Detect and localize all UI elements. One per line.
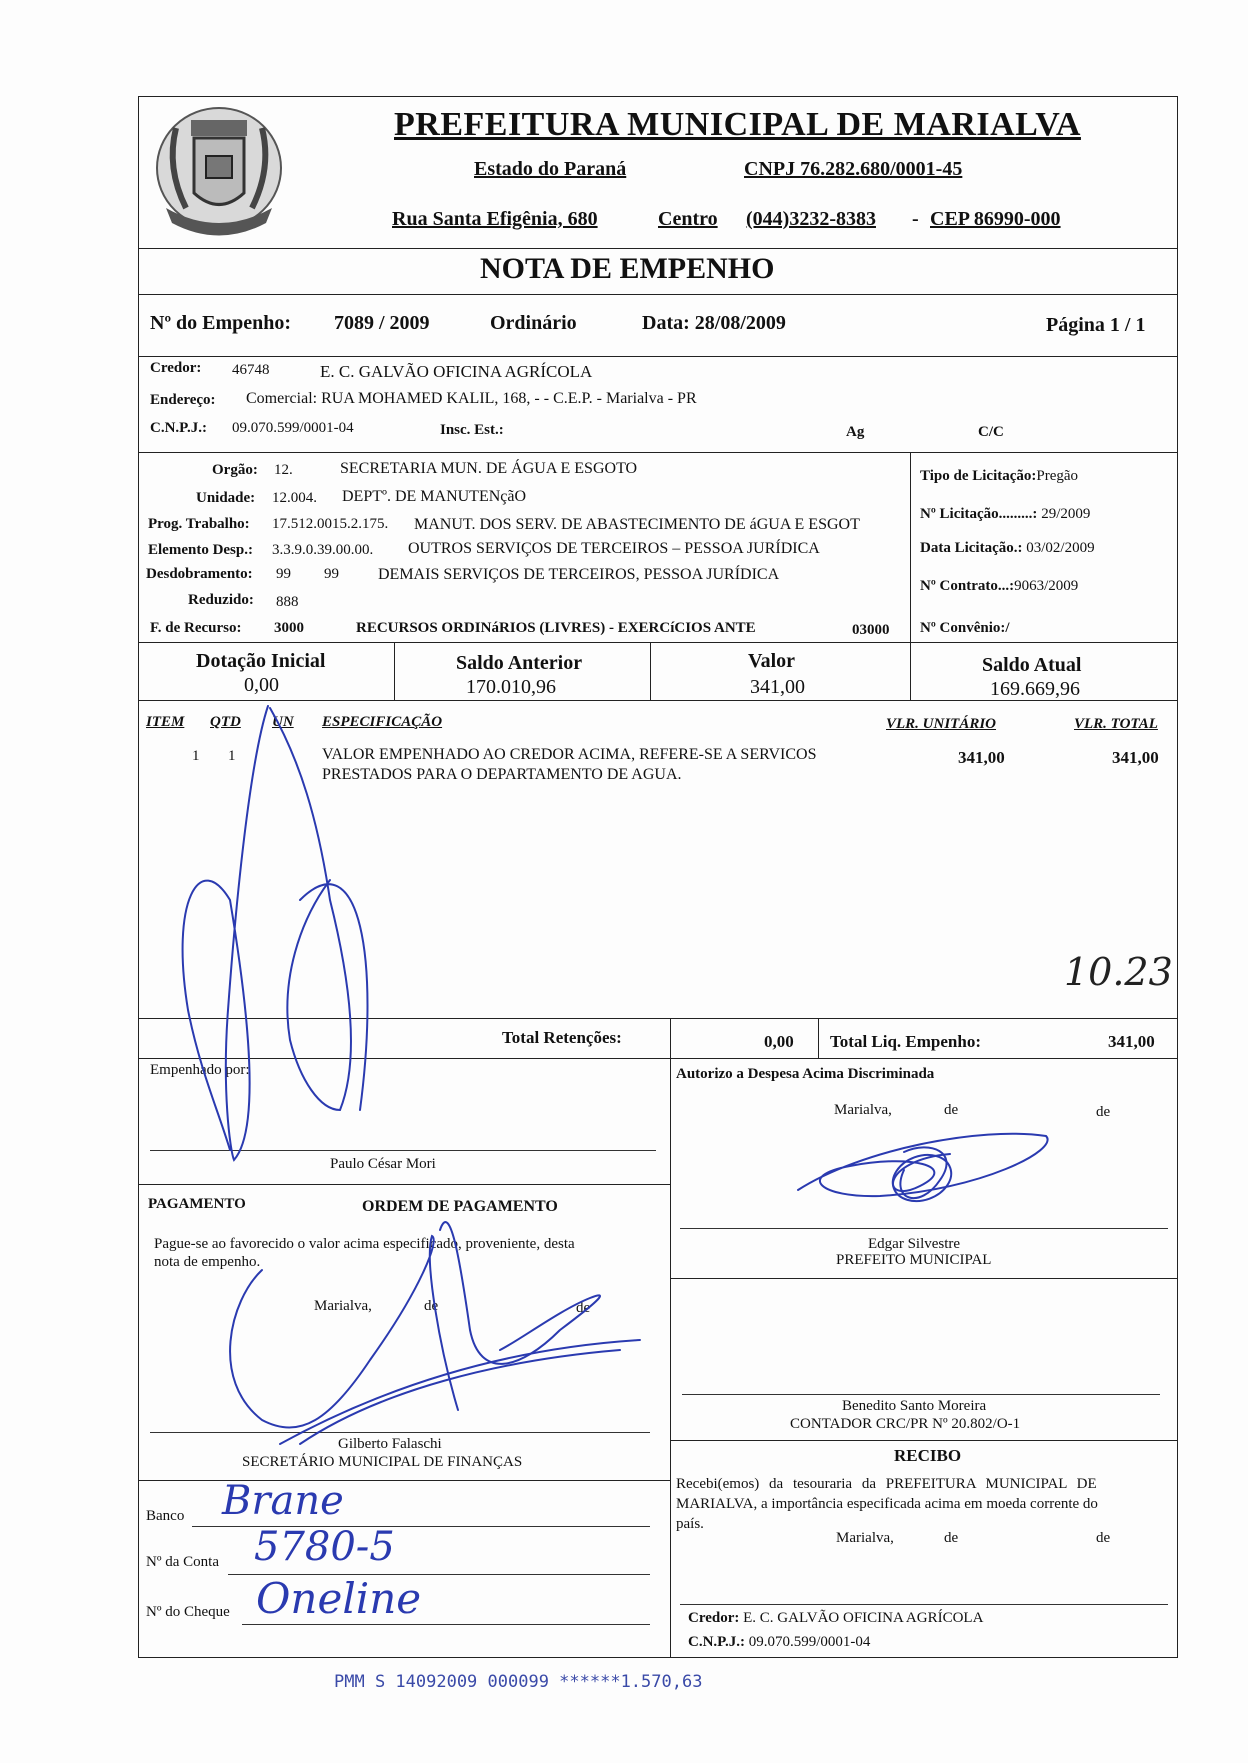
handwritten-note: 10.23	[1064, 950, 1173, 994]
reduzido-label: Reduzido:	[188, 592, 254, 608]
col-header-spec: ESPECIFICAÇÃO	[322, 714, 443, 730]
empenhado-por-name: Paulo César Mori	[330, 1156, 436, 1172]
pagamento-city: Marialva,	[314, 1298, 372, 1314]
divider	[138, 642, 1178, 643]
prog-code: 17.512.0015.2.175.	[272, 516, 389, 532]
autorizo-de2: de	[1096, 1104, 1111, 1120]
municipality-title: PREFEITURA MUNICIPAL DE MARIALVA	[394, 106, 1081, 143]
valor-value: 341,00	[750, 676, 805, 698]
item-qtd: 1	[228, 748, 236, 764]
saldo-atual-value: 169.669,96	[990, 678, 1080, 700]
orgao-name: SECRETARIA MUN. DE ÁGUA E ESGOTO	[340, 460, 638, 477]
licitacao-type-value: Pregão	[1036, 468, 1079, 484]
unidade-code: 12.004.	[272, 490, 317, 506]
autorizo-label: Autorizo a Despesa Acima Discriminada	[676, 1066, 935, 1082]
item-unit-value: 341,00	[958, 748, 1005, 767]
elemento-code: 3.3.9.0.39.00.00.	[272, 542, 374, 558]
prog-name: MANUT. DOS SERV. DE ABASTECIMENTO DE áGUA E ESGOT	[414, 516, 860, 533]
licitacao-date-label: Data Licitação.:	[920, 540, 1023, 556]
divider	[138, 1184, 670, 1185]
ag-label: Ag	[846, 424, 865, 440]
credor-name: E. C. GALVÃO OFICINA AGRÍCOLA	[320, 362, 593, 381]
desdobramento-b: 99	[324, 566, 339, 582]
elemento-label: Elemento Desp.:	[148, 542, 253, 558]
convenio-label: Nº Convênio:/	[920, 620, 1010, 636]
divider	[138, 248, 1178, 249]
cc-label: C/C	[978, 424, 1004, 440]
empenhado-por-label: Empenhado por:	[150, 1062, 250, 1078]
licitacao-type-label: Tipo de Licitação:	[920, 468, 1037, 484]
recurso-number: 03000	[852, 622, 890, 638]
recibo-city: Marialva,	[836, 1530, 894, 1546]
recibo-credor-label: Credor:	[688, 1610, 740, 1626]
ordem-pagamento-label: ORDEM DE PAGAMENTO	[362, 1198, 558, 1215]
divider	[138, 1058, 1178, 1059]
recibo-text-line2: MARIALVA, a importância especificada acima em moeda corrente do	[676, 1496, 1098, 1512]
desdobramento-a: 99	[276, 566, 291, 582]
dotacao-inicial-value: 0,00	[244, 674, 279, 696]
divider	[138, 356, 1178, 357]
col-header-qtd: QTD	[210, 714, 241, 730]
conta-label: Nº da Conta	[146, 1554, 219, 1570]
cheque-handwritten: Oneline	[256, 1574, 422, 1623]
cnpj-label: C.N.P.J.:	[150, 420, 207, 436]
orgao-code: 12.	[274, 462, 293, 478]
divider	[138, 1018, 1178, 1019]
banco-handwritten: Brane	[222, 1478, 344, 1524]
licitacao-number-label: Nº Licitação.........:	[920, 506, 1038, 522]
col-header-total-value: VLR. TOTAL	[1074, 716, 1158, 732]
empenho-date: Data: 28/08/2009	[642, 312, 786, 334]
recibo-cnpj-label: C.N.P.J.:	[688, 1634, 745, 1650]
reduzido-value: 888	[276, 594, 299, 610]
divider	[670, 1440, 1178, 1441]
desdobramento-name: DEMAIS SERVIÇOS DE TERCEIROS, PESSOA JURÍDICA	[378, 566, 780, 583]
contrato	[920, 578, 1078, 595]
col-header-item: ITEM	[146, 714, 185, 730]
contador-name: Benedito Santo Moreira	[842, 1398, 987, 1414]
dotacao-inicial-label: Dotação Inicial	[196, 650, 326, 672]
document-title: NOTA DE EMPENHO	[480, 252, 775, 285]
credor-label: Credor:	[150, 360, 202, 376]
banco-label: Banco	[146, 1508, 185, 1524]
header-cnpj: CNPJ 76.282.680/0001-45	[744, 158, 963, 180]
licitacao-number	[920, 506, 1090, 523]
signature-line	[680, 1604, 1168, 1605]
divider	[670, 1018, 671, 1058]
item-total-value: 341,00	[1112, 748, 1159, 767]
elemento-name: OUTROS SERVIÇOS DE TERCEIROS – PESSOA JURÍDICA	[408, 540, 820, 557]
item-number: 1	[192, 748, 200, 764]
recibo-credor	[688, 1610, 983, 1627]
header-address: Rua Santa Efigênia, 680	[392, 208, 598, 230]
signature-line	[150, 1432, 650, 1433]
conta-handwritten: 5780-5	[254, 1524, 395, 1570]
credor-address: Comercial: RUA MOHAMED KALIL, 168, - - C.E.P. - Marialva - PR	[246, 390, 697, 407]
insc-est-label: Insc. Est.:	[440, 422, 504, 438]
recibo-credor-name: E. C. GALVÃO OFICINA AGRÍCOLA	[743, 1610, 984, 1626]
divider	[138, 700, 1178, 701]
recibo-title: RECIBO	[894, 1446, 962, 1465]
divider	[670, 1058, 671, 1658]
contrato-label: Nº Contrato...:	[920, 578, 1015, 594]
bank-stamp: PMM S 14092009 000099 ******1.570,63	[334, 1672, 703, 1692]
pagamento-text-line1: Pague-se ao favorecido o valor acima especificado, proveniente, desta	[154, 1236, 575, 1252]
item-spec-line2: PRESTADOS PARA O DEPARTAMENTO DE AGUA.	[322, 766, 682, 783]
total-liq-value: 341,00	[1108, 1032, 1155, 1051]
pagamento-de2: de	[576, 1300, 591, 1316]
divider	[910, 642, 911, 700]
recurso-name: RECURSOS ORDINáRIOS (LIVRES) - EXERCíCIOS ANTE	[356, 620, 756, 636]
empenho-number-label: Nº do Empenho:	[150, 312, 292, 334]
pagamento-de1: de	[424, 1298, 439, 1314]
recibo-cnpj-value: 09.070.599/0001-04	[748, 1634, 871, 1650]
valor-label: Valor	[748, 650, 796, 672]
recibo-text-line1: Recebi(emos) da tesouraria da PREFEITURA MUNICIPAL DE	[676, 1476, 1097, 1492]
recurso-label: F. de Recurso:	[150, 620, 242, 636]
address-label: Endereço:	[150, 392, 216, 408]
licitacao-date	[920, 540, 1095, 557]
saldo-atual-label: Saldo Atual	[982, 654, 1082, 676]
header-cep: CEP 86990-000	[930, 208, 1061, 230]
divider	[818, 1018, 819, 1058]
coat-of-arms-logo	[146, 98, 292, 240]
recibo-cnpj	[688, 1634, 870, 1651]
orgao-label: Orgão:	[212, 462, 258, 478]
desdobramento-label: Desdobramento:	[146, 566, 253, 582]
cheque-line	[242, 1624, 650, 1625]
saldo-anterior-label: Saldo Anterior	[456, 652, 583, 674]
col-header-un: UN	[272, 714, 294, 730]
divider	[910, 452, 911, 642]
divider	[138, 452, 1178, 453]
cheque-label: Nº do Cheque	[146, 1604, 230, 1620]
page-number: Página 1 / 1	[1046, 314, 1146, 336]
credor-code: 46748	[232, 362, 270, 378]
pagamento-label: PAGAMENTO	[148, 1196, 246, 1212]
pagamento-text-line2: nota de empenho.	[154, 1254, 261, 1270]
item-spec-line1: VALOR EMPENHADO AO CREDOR ACIMA, REFERE-SE A SERVICOS	[322, 746, 817, 763]
unidade-label: Unidade:	[196, 490, 256, 506]
divider	[670, 1278, 1178, 1279]
divider	[138, 1480, 670, 1481]
divider	[650, 642, 651, 700]
credor-cnpj: 09.070.599/0001-04	[232, 420, 354, 436]
empenho-number: 7089 / 2009	[334, 312, 430, 334]
recurso-code: 3000	[274, 620, 304, 636]
state-label: Estado do Paraná	[474, 158, 627, 180]
licitacao-type	[920, 468, 1078, 485]
signature-line	[682, 1394, 1160, 1395]
recibo-de1: de	[944, 1530, 959, 1546]
header-center: Centro	[658, 208, 718, 230]
licitacao-number-value: 29/2009	[1041, 506, 1091, 522]
empenho-type: Ordinário	[490, 312, 577, 334]
prefeito-role: PREFEITO MUNICIPAL	[836, 1252, 992, 1268]
autorizo-city: Marialva,	[834, 1102, 892, 1118]
secretario-name: Gilberto Falaschi	[338, 1436, 442, 1452]
saldo-anterior-value: 170.010,96	[466, 676, 556, 698]
total-retencoes-label: Total Retenções:	[502, 1028, 622, 1047]
signature-line	[150, 1150, 656, 1151]
total-liq-label: Total Liq. Empenho:	[830, 1032, 981, 1051]
autorizo-de1: de	[944, 1102, 959, 1118]
signature-line	[680, 1228, 1168, 1229]
recibo-text-line3: país.	[676, 1516, 704, 1532]
header-phone: (044)3232-8383	[746, 208, 876, 230]
secretario-role: SECRETÁRIO MUNICIPAL DE FINANÇAS	[242, 1454, 523, 1470]
unidade-name: DEPTº. DE MANUTENçãO	[342, 488, 527, 505]
contrato-value: 9063/2009	[1014, 578, 1079, 594]
licitacao-date-value: 03/02/2009	[1026, 540, 1095, 556]
recibo-de2: de	[1096, 1530, 1111, 1546]
header-dash: -	[912, 208, 919, 230]
col-header-unit-value: VLR. UNITÁRIO	[886, 716, 997, 732]
prefeito-name: Edgar Silvestre	[868, 1236, 961, 1252]
divider	[138, 294, 1178, 295]
total-retencoes-value: 0,00	[764, 1032, 794, 1051]
divider	[394, 642, 395, 700]
prog-label: Prog. Trabalho:	[148, 516, 250, 532]
contador-role: CONTADOR CRC/PR Nº 20.802/O-1	[790, 1416, 1021, 1432]
